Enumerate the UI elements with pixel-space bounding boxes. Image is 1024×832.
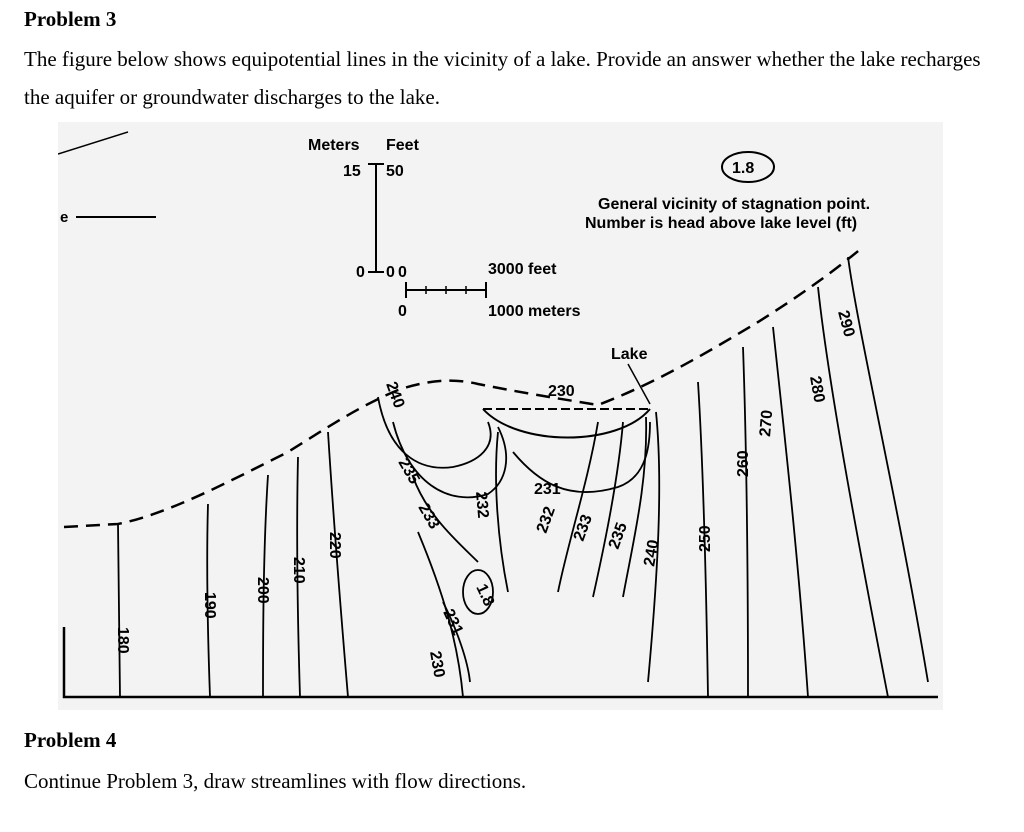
problem-4-text: Continue Problem 3, draw streamlines with flow directions. (24, 769, 527, 793)
label-240-right: 240 (641, 538, 663, 568)
equipotential-diagram (58, 122, 943, 710)
label-230-low: 230 (426, 649, 448, 679)
legend-line-2: Number is head above lake level (ft) (585, 215, 858, 232)
label-250: 250 (697, 525, 714, 552)
label-220: 220 (326, 532, 343, 559)
label-290: 290 (834, 308, 858, 339)
label-240: 240 (382, 379, 408, 411)
feet-distance-label: 3000 feet (488, 261, 557, 278)
vertical-scale (308, 137, 420, 281)
label-200: 200 (254, 577, 271, 604)
legend-circle-value: 1.8 (732, 160, 755, 177)
label-210: 210 (290, 557, 307, 584)
contour-235-right (623, 417, 646, 597)
horizontal-scale (398, 261, 581, 320)
label-180: 180 (114, 627, 131, 654)
feet-label: Feet (386, 137, 419, 154)
contour-233-right (593, 422, 623, 597)
label-230-lake: 230 (548, 383, 575, 400)
label-260: 260 (735, 450, 752, 477)
label-190: 190 (201, 592, 218, 619)
feet-top-value: 50 (386, 163, 404, 180)
legend-line-1: General vicinity of stagnation point. (598, 196, 871, 213)
meters-distance-label: 1000 meters (488, 303, 581, 320)
left-edge-label: e (60, 209, 69, 226)
meters-zero-value: 0 (356, 264, 365, 281)
label-280: 280 (806, 374, 828, 404)
label-235-right: 235 (605, 520, 631, 552)
label-233: 233 (414, 500, 443, 533)
contour-232-right (558, 422, 598, 592)
label-233-right: 233 (570, 512, 596, 544)
meters-top-value: 15 (343, 163, 361, 180)
problem-3-title: Problem 3 (24, 7, 117, 31)
contour-180 (118, 524, 120, 697)
contour-270 (773, 327, 808, 697)
contour-220 (328, 432, 348, 697)
horizontal-zero-bottom: 0 (398, 303, 407, 320)
problem-3-text: The figure below shows equipotential lines in the vicinity of a lake. Provide an answer whether the lake recharges the aquifer or groundwater discharges to the lake. (24, 47, 981, 109)
feet-zero-value: 0 (386, 264, 395, 281)
contour-280 (818, 287, 888, 697)
stagnation-legend (585, 152, 870, 232)
equipotential-figure (58, 122, 943, 710)
meters-label: Meters (308, 137, 360, 154)
corner-line (58, 132, 128, 154)
problem-4-title: Problem 4 (24, 728, 117, 752)
label-232: 232 (472, 490, 492, 519)
label-235: 235 (394, 455, 423, 488)
label-231-low: 231 (439, 606, 467, 638)
label-232-right: 232 (533, 504, 559, 536)
label-stagnation-low: 1.8 (472, 581, 498, 609)
contour-290 (848, 257, 928, 682)
contour-260 (743, 347, 748, 697)
horizontal-zero-top: 0 (398, 264, 407, 281)
label-231-mid: 231 (534, 481, 561, 498)
label-270: 270 (757, 409, 777, 438)
lake-label: Lake (611, 346, 648, 363)
